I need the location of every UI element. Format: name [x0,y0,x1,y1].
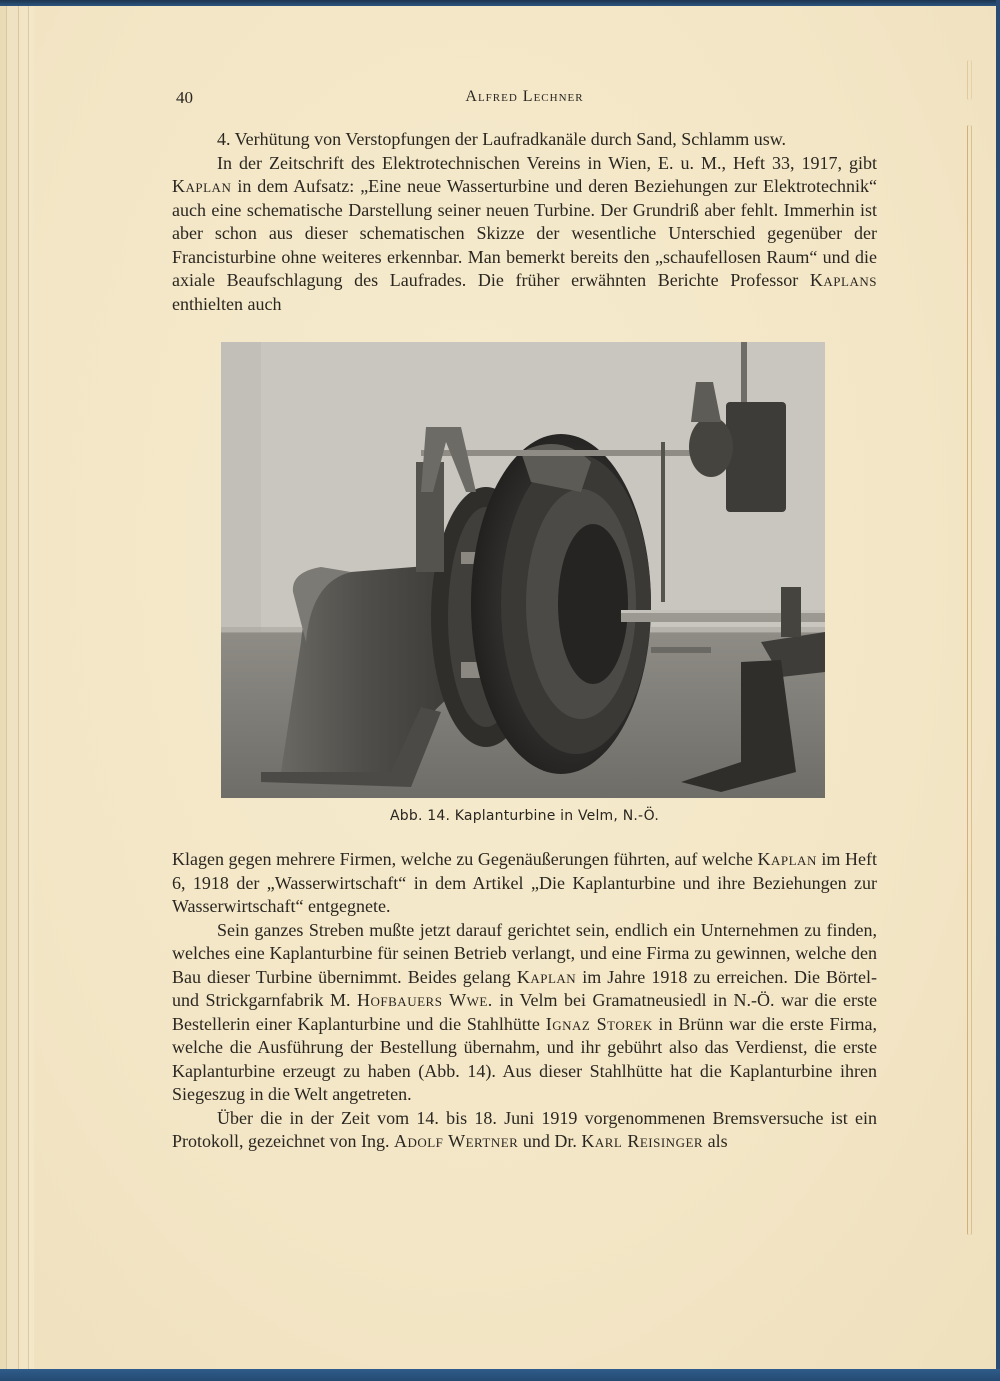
person-name: Kaplan [516,966,577,987]
book-cover-right-edge [996,0,1000,1381]
paragraph [172,848,877,919]
page-stack-edges [0,6,34,1369]
body-text-upper [172,128,877,316]
paragraph [172,1107,877,1154]
person-name: Karl Reisinger [581,1131,704,1151]
page-gutter-mark [967,60,972,100]
book-cover-bottom-edge [0,1369,1000,1381]
figure-caption: Abb. 14. Kaplanturbine in Velm, N.-Ö. [390,808,659,824]
text-run: Sein ganzes Streben mußte jetzt darauf gerichtet sein, endlich ein Unternehmen zu finden, welches eine Kaplanturbine für seinen Betrieb verlangt, und eine Firma zu gewinnen, welche den Bau dieser Turbine übernimmt. Beides gelang [172,919,877,987]
paragraph [172,152,877,317]
figure-photo-kaplan-turbine [221,342,825,798]
person-name: Kaplan [757,849,817,869]
text-run: In der Zeitschrift des Elektrotechnischen Vereins in Wien, E. u. M., Heft 33, 1917, gibt [217,152,877,173]
text-run: im Jahre 1918 zu erreichen. Die Börtel- und Strickgarnfabrik M. [172,966,877,1010]
person-name: Kaplans [809,270,877,290]
text-run: 4. Verhütung von Verstopfungen der Laufradkanäle durch Sand, Schlamm usw. [217,129,787,149]
running-title: Alfred Lechner [465,88,584,105]
paragraph [172,128,877,152]
running-head [172,88,877,110]
text-run: Über die in der Zeit vom 14. bis 18. Juni 1919 vorgenommenen Bremsversuche ist ein Protokoll, gezeichnet von Ing. [172,1107,877,1151]
text-run: im Heft 6, 1918 der „Wasserwirtschaft“ in dem Artikel „Die Kaplanturbine und ihre Beziehungen zur Wasserwirtschaft“ entgegnete. [172,849,877,916]
body-text-lower [172,848,877,1154]
turbine-photo-illustration [221,342,825,798]
person-name: Hofbauers Wwe. [357,990,493,1010]
text-run: enthielten auch [172,293,282,314]
text-run: und Dr. [518,1131,582,1151]
page-gutter-fold [967,125,972,1235]
text-run: als [703,1131,728,1151]
paragraph [172,919,877,1107]
person-name: Kaplan [172,176,232,196]
page-number: 40 [176,88,193,107]
person-name: Ignaz Storek [545,1013,653,1034]
text-run: Klagen gegen mehrere Firmen, welche zu Gegenäußerungen führten, auf welche [172,849,758,869]
text-run: in Brünn war die erste Firma, welche die Ausführung der Bestellung übernahm, und ihr gebührt also das Verdienst, die erste Kaplanturbine erzeugt zu haben (Abb. 14). Aus dieser Stahlhütte hat die Kaplanturbine ihren Siegeszug in die Welt angetreten. [172,1013,877,1104]
person-name: Adolf Wertner [393,1131,519,1151]
text-run: in dem Aufsatz: „Eine neue Wasserturbine und deren Beziehungen zur Elektrotechnik“ auch eine schematische Darstellung seiner neuen Turbine. Der Grundriß aber fehlt. Immerhin ist aber schon aus dieser schematischen Skizze der wesentliche Unterschied gegenüber der Francisturbine ohne weiteres erkennbar. Man bemerkt bereits den „schaufellosen Raum“ und die axiale Beaufschlagung des Laufrades. Die früher erwähnten Berichte Professor [172,176,877,290]
text-run: in Velm bei Gramatneusiedl in N.-Ö. war die erste Bestellerin einer Kaplanturbine und die Stahlhütte [172,990,877,1034]
